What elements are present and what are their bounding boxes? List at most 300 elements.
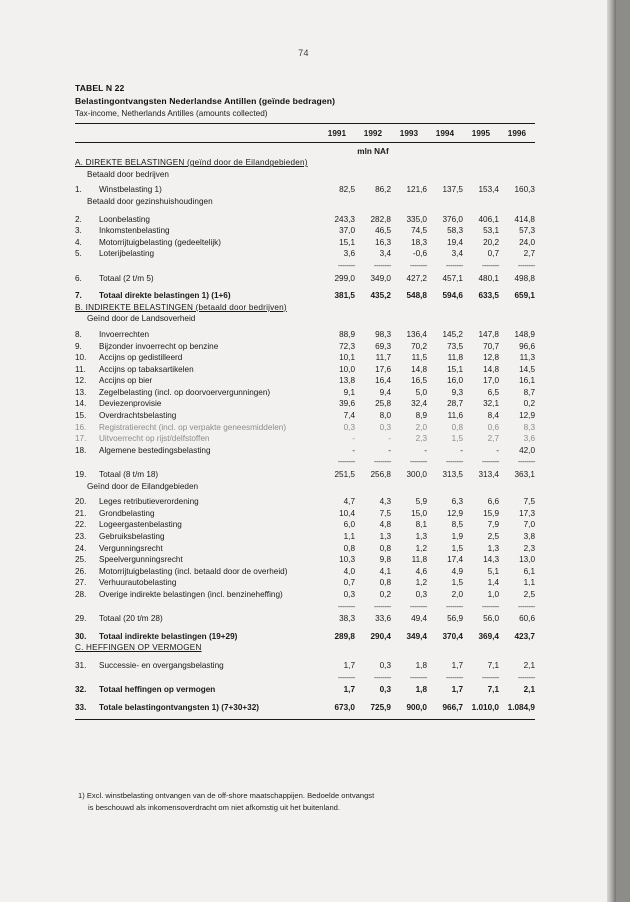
cell-1994: 313,5 <box>442 470 463 480</box>
cell-1993: 900,0 <box>406 702 427 712</box>
cell-1992: 98,3 <box>375 329 391 339</box>
cell-1994: 28,7 <box>447 399 463 409</box>
cell-1996: 6,1 <box>523 566 535 576</box>
cell-1993: 300,0 <box>406 470 427 480</box>
col-header-1993: 1993 <box>399 129 418 138</box>
cell-1991: 82,5 <box>339 185 355 195</box>
cell-1992: - <box>388 434 391 444</box>
cell-1992: 25,8 <box>375 399 391 409</box>
row-index: 33. <box>75 702 87 712</box>
cell-1994: 0,8 <box>451 422 463 432</box>
cell-1993: 0,3 <box>415 589 427 599</box>
cell-1991: 9,1 <box>343 387 355 397</box>
subtotal-dash-row <box>75 456 535 469</box>
cell-1991: 88,9 <box>339 329 355 339</box>
cell-1992: 0,3 <box>379 660 391 670</box>
unit-row <box>75 146 535 158</box>
row-index: 24. <box>75 543 87 553</box>
cell-1994: 1,5 <box>451 578 463 588</box>
row-label: Vergunningsrecht <box>99 543 163 553</box>
row-label: Loterijbelasting <box>99 249 155 259</box>
row-index: 8. <box>75 329 82 339</box>
row-label: Successie- en overgangsbelasting <box>99 660 224 670</box>
cell-1996: 7,5 <box>523 497 535 507</box>
row-label: Accijns op tabaksartikelen <box>99 364 194 374</box>
cell-1996: 423,7 <box>514 631 535 641</box>
table-row-total <box>75 631 535 643</box>
row-label: Zegelbelasting (incl. op doorvoervergunningen) <box>99 387 271 397</box>
row-label: Accijns op gedistilleerd <box>99 353 183 363</box>
dash: -------- <box>409 260 427 270</box>
cell-1991: 10,1 <box>339 353 355 363</box>
cell-1995: 369,4 <box>478 631 499 641</box>
table-row <box>75 225 535 237</box>
row-label: Speelvergunningsrecht <box>99 555 183 565</box>
cell-1991: 7,4 <box>343 411 355 421</box>
cell-1996: 57,3 <box>519 226 535 236</box>
cell-1993: 11,8 <box>411 555 427 565</box>
row-label: Totale belastingontvangsten 1) (7+30+32) <box>99 702 260 712</box>
col-header-1995: 1995 <box>471 129 490 138</box>
cell-1995: 5,1 <box>487 566 499 576</box>
dash: -------- <box>517 457 535 467</box>
row-index: 2. <box>75 214 82 224</box>
cell-1996: 498,8 <box>514 273 535 283</box>
row-label: Uitvoerrecht op rijst/delfstoffen <box>99 434 210 444</box>
page-gutter <box>616 0 630 902</box>
row-index: 9. <box>75 341 82 351</box>
table-row <box>75 214 535 226</box>
row-index: 30. <box>75 631 87 641</box>
row-label: Gebruiksbelasting <box>99 532 165 541</box>
tax-income-table <box>75 123 535 722</box>
cell-1995: 0,6 <box>487 422 499 432</box>
row-label: Motorrijtuigbelasting (incl. betaald door de overheid) <box>99 566 288 576</box>
table-row-grand-total <box>75 702 535 714</box>
cell-1991: 4,0 <box>343 566 355 576</box>
cell-1993: 5,9 <box>415 497 427 507</box>
cell-1995: 14,8 <box>483 364 499 374</box>
table-row <box>75 387 535 399</box>
cell-1992: 0,3 <box>379 422 391 432</box>
table-row <box>75 184 535 196</box>
cell-1991: 37,0 <box>339 226 355 236</box>
cell-1994: 1,5 <box>451 543 463 553</box>
table-row <box>75 566 535 578</box>
cell-1995: 12,8 <box>483 353 499 363</box>
cell-1996: 17,3 <box>519 508 535 518</box>
cell-1991: 0,3 <box>343 422 355 432</box>
cell-1991: 72,3 <box>339 341 355 351</box>
cell-1995: 7,1 <box>487 685 499 695</box>
cell-1991: 251,5 <box>334 470 355 480</box>
table-row <box>75 519 535 531</box>
cell-1994: 12,9 <box>447 508 463 518</box>
dash: -------- <box>445 457 463 467</box>
row-label: Leges retributieverordening <box>99 497 199 507</box>
table-row <box>75 364 535 376</box>
cell-1991: 13,8 <box>339 376 355 386</box>
cell-1993: 349,4 <box>406 631 427 641</box>
row-label: Totaal indirekte belastingen (19+29) <box>99 631 238 641</box>
cell-1992: 256,8 <box>370 470 391 480</box>
cell-1992: 7,5 <box>379 508 391 518</box>
row-index: 29. <box>75 614 87 624</box>
cell-1993: 5,0 <box>415 387 427 397</box>
col-header-1992: 1992 <box>363 129 382 138</box>
table-title-nl: Belastingontvangsten Nederlandse Antillen (geïnde bedragen) <box>75 95 336 106</box>
section-c-label: C. HEFFINGEN OP VERMOGEN <box>75 643 202 653</box>
cell-1996: 16,1 <box>519 376 535 386</box>
row-index: 10. <box>75 353 87 363</box>
cell-1993: 4,6 <box>415 566 427 576</box>
cell-1993: -0,6 <box>412 249 427 259</box>
section-c <box>75 642 535 654</box>
cell-1992: 4,3 <box>379 497 391 507</box>
cell-1996: 3,8 <box>523 532 535 541</box>
table-row <box>75 375 535 387</box>
cell-1992: 349,0 <box>370 273 391 283</box>
row-index: 15. <box>75 411 87 421</box>
cell-1994: 15,1 <box>447 364 463 374</box>
cell-1996: 2,1 <box>523 685 535 695</box>
cell-1996: 414,8 <box>514 214 535 224</box>
cell-1993: 16,5 <box>411 376 427 386</box>
row-label: Totaal (8 t/m 18) <box>99 470 159 480</box>
cell-1992: 282,8 <box>370 214 391 224</box>
row-index: 16. <box>75 422 87 432</box>
cell-1992: 3,4 <box>379 249 391 259</box>
cell-1992: 9,4 <box>379 387 391 397</box>
cell-1992: 0,2 <box>379 589 391 599</box>
subtotal-dash-row <box>75 672 535 685</box>
cell-1992: 16,4 <box>375 376 391 386</box>
table-row <box>75 398 535 410</box>
section-a <box>75 157 535 169</box>
table-row <box>75 445 535 457</box>
row-index: 21. <box>75 508 87 518</box>
col-header-1991: 1991 <box>327 129 346 138</box>
cell-1994: 1,7 <box>451 660 463 670</box>
cell-1994: 58,3 <box>447 226 463 236</box>
cell-1991: 4,7 <box>343 497 355 507</box>
table-title-en: Tax-income, Netherlands Antilles (amounts collected) <box>75 109 268 118</box>
cell-1996: 160,3 <box>514 185 535 195</box>
dash: -------- <box>337 457 355 467</box>
cell-1991: 1,7 <box>343 660 355 670</box>
cell-1994: 1,5 <box>451 434 463 444</box>
row-index: 11. <box>75 364 86 374</box>
cell-1995: 32,1 <box>483 399 499 409</box>
cell-1994: 1,9 <box>451 532 463 541</box>
cell-1995: 7,1 <box>487 660 499 670</box>
cell-1992: 725,9 <box>370 702 391 712</box>
cell-1996: 659,1 <box>514 291 535 301</box>
cell-1995: 153,4 <box>478 185 499 195</box>
cell-1995: 1,0 <box>487 589 499 599</box>
cell-1992: 17,6 <box>375 364 391 374</box>
cell-1995: 1,4 <box>487 578 499 588</box>
cell-1995: 70,7 <box>483 341 499 351</box>
cell-1993: 1,8 <box>415 685 427 695</box>
cell-1991: 6,0 <box>343 520 355 530</box>
cell-1994: 145,2 <box>442 329 463 339</box>
table-row <box>75 613 535 625</box>
cell-1995: 1.010,0 <box>471 702 499 712</box>
cell-1992: 86,2 <box>375 185 391 195</box>
row-index: 5. <box>75 249 82 259</box>
row-label: Grondbelasting <box>99 508 155 518</box>
cell-1991: 1,1 <box>343 532 355 541</box>
row-index: 19. <box>75 470 87 480</box>
cell-1994: 2,0 <box>451 589 463 599</box>
cell-1992: 0,8 <box>379 543 391 553</box>
cell-1992: 290,4 <box>370 631 391 641</box>
cell-1993: 1,8 <box>415 660 427 670</box>
cell-1995: 406,1 <box>478 214 499 224</box>
cell-1991: 673,0 <box>334 702 355 712</box>
cell-1994: 594,6 <box>442 291 463 301</box>
row-index: 18. <box>75 445 87 455</box>
dash: -------- <box>409 601 427 611</box>
cell-1993: 70,2 <box>411 341 427 351</box>
row-index: 1. <box>75 185 82 195</box>
cell-1995: 0,7 <box>487 249 499 259</box>
row-index: 4. <box>75 237 82 247</box>
cell-1991: 0,8 <box>343 543 355 553</box>
row-label: Overdrachtsbelasting <box>99 411 177 421</box>
cell-1994: 73,5 <box>447 341 463 351</box>
cell-1991: 243,3 <box>334 214 355 224</box>
cell-1996: 148,9 <box>514 329 535 339</box>
cell-1996: 1,1 <box>523 578 535 588</box>
cell-1994: 16,0 <box>447 376 463 386</box>
cell-1995: 17,0 <box>483 376 499 386</box>
row-index: 31. <box>75 660 87 670</box>
cell-1995: 633,5 <box>478 291 499 301</box>
cell-1992: 16,3 <box>375 237 391 247</box>
cell-1992: 8,0 <box>379 411 391 421</box>
col-header-1994: 1994 <box>435 129 454 138</box>
dash: -------- <box>373 601 391 611</box>
cell-1995: 313,4 <box>478 470 499 480</box>
row-label: Inkomstenbelasting <box>99 226 170 236</box>
row-index: 27. <box>75 578 87 588</box>
row-label: Totaal (20 t/m 28) <box>99 614 163 624</box>
dash: -------- <box>481 260 499 270</box>
cell-1996: 8,7 <box>523 387 535 397</box>
cell-1991: - <box>352 445 355 455</box>
rule-table-bottom <box>75 720 535 723</box>
dash: -------- <box>373 457 391 467</box>
cell-1993: 14,8 <box>411 364 427 374</box>
cell-1994: 966,7 <box>442 702 463 712</box>
cell-1993: 1,2 <box>415 543 427 553</box>
cell-1992: 69,3 <box>375 341 391 351</box>
cell-1993: 548,8 <box>406 291 427 301</box>
cell-1994: 1,7 <box>451 685 463 695</box>
cell-1996: 11,3 <box>519 353 535 363</box>
row-index: 20. <box>75 497 87 507</box>
dash: -------- <box>373 672 391 682</box>
subtotal-dash-row <box>75 601 535 614</box>
cell-1996: 2,5 <box>523 589 535 599</box>
cell-1996: 12,9 <box>519 411 535 421</box>
cell-1996: 42,0 <box>519 445 535 455</box>
dash: -------- <box>481 601 499 611</box>
cell-1996: 60,6 <box>519 614 535 624</box>
cell-1996: 7,0 <box>523 520 535 530</box>
row-label: Accijns op bier <box>99 376 153 386</box>
cell-1993: - <box>424 445 427 455</box>
cell-1994: 376,0 <box>442 214 463 224</box>
cell-1992: 11,7 <box>375 353 391 363</box>
page-edge-shadow <box>607 0 616 902</box>
row-label: Totaal direkte belastingen 1) (1+6) <box>99 291 231 301</box>
dash: -------- <box>445 260 463 270</box>
table-row <box>75 577 535 589</box>
section-b <box>75 302 535 314</box>
table-id: TABEL N 22 <box>75 83 125 93</box>
table-row-total <box>75 290 535 302</box>
dash: -------- <box>517 260 535 270</box>
row-label: Bijzonder invoerrecht op benzine <box>99 341 219 351</box>
cell-1993: 8,1 <box>415 520 427 530</box>
cell-1995: 20,2 <box>483 237 499 247</box>
cell-1992: 0,8 <box>379 578 391 588</box>
cell-1993: 427,2 <box>406 273 427 283</box>
cell-1992: 9,8 <box>379 555 391 565</box>
row-label: Registratierecht (incl. op verpakte geneesmiddelen) <box>99 422 287 432</box>
dash: -------- <box>445 672 463 682</box>
cell-1995: 14,3 <box>483 555 499 565</box>
cell-1991: 0,3 <box>343 589 355 599</box>
section-b-label: B. INDIREKTE BELASTINGEN (betaald door bedrijven) <box>75 302 287 312</box>
cell-1991: - <box>352 434 355 444</box>
cell-1994: 457,1 <box>442 273 463 283</box>
dash: -------- <box>373 260 391 270</box>
cell-1995: - <box>496 445 499 455</box>
subhead-bedrijven <box>75 169 535 181</box>
page-number: 74 <box>298 48 309 58</box>
row-index: 3. <box>75 226 82 236</box>
cell-1996: 8,3 <box>523 422 535 432</box>
cell-1995: 8,4 <box>487 411 499 421</box>
cell-1995: 15,9 <box>483 508 499 518</box>
cell-1995: 6,6 <box>487 497 499 507</box>
cell-1991: 299,0 <box>334 273 355 283</box>
cell-1991: 1,7 <box>343 685 355 695</box>
cell-1995: 1,3 <box>487 543 499 553</box>
footnote-line-1: 1) Excl. winstbelasting ontvangen van de off-shore maatschappijen. Bedoelde ontvangst <box>78 791 375 800</box>
subhead-bedrijven-label: Betaald door bedrijven <box>87 169 169 179</box>
cell-1993: 74,5 <box>411 226 427 236</box>
cell-1993: 18,3 <box>411 237 427 247</box>
cell-1994: 370,4 <box>442 631 463 641</box>
dash: -------- <box>409 672 427 682</box>
cell-1991: 15,1 <box>339 237 355 247</box>
cell-1996: 3,6 <box>523 434 535 444</box>
row-index: 23. <box>75 532 87 541</box>
cell-1991: 289,8 <box>334 631 355 641</box>
cell-1994: 137,5 <box>442 185 463 195</box>
cell-1993: 136,4 <box>406 329 427 339</box>
table-row <box>75 341 535 353</box>
row-index: 32. <box>75 685 87 695</box>
cell-1995: 7,9 <box>487 520 499 530</box>
cell-1996: 2,1 <box>523 660 535 670</box>
cell-1996: 96,6 <box>519 341 535 351</box>
footnote-line-2: is beschouwd als inkomensoverdracht om niet afkomstig uit het buitenland. <box>88 802 340 812</box>
cell-1996: 363,1 <box>514 470 535 480</box>
cell-1991: 39,6 <box>339 399 355 409</box>
cell-1992: 435,2 <box>370 291 391 301</box>
cell-1993: 335,0 <box>406 214 427 224</box>
dash: -------- <box>409 457 427 467</box>
cell-1994: 8,5 <box>451 520 463 530</box>
subhead-landsoverheid-label: Geïnd door de Landsoverheid <box>87 314 196 324</box>
footnote <box>78 790 538 813</box>
column-header-row <box>75 127 535 142</box>
dash: -------- <box>337 601 355 611</box>
cell-1996: 2,7 <box>523 249 535 259</box>
row-label: Verhuurautobelasting <box>99 578 177 588</box>
cell-1993: 15,0 <box>411 508 427 518</box>
cell-1994: 56,9 <box>447 614 463 624</box>
dash: -------- <box>481 457 499 467</box>
table-row <box>75 508 535 520</box>
table-row <box>75 273 535 285</box>
cell-1993: 49,4 <box>411 614 427 624</box>
row-index: 17. <box>75 434 87 444</box>
row-label: Loonbelasting <box>99 214 150 224</box>
cell-1991: 10,4 <box>339 508 355 518</box>
cell-1993: 2,0 <box>415 422 427 432</box>
subhead-gezinshuishoudingen <box>75 196 535 208</box>
table-row-total <box>75 684 535 696</box>
cell-1996: 24,0 <box>519 237 535 247</box>
dash: -------- <box>517 601 535 611</box>
cell-1991: 0,7 <box>343 578 355 588</box>
row-label: Logeergastenbelasting <box>99 520 182 530</box>
table-sheet <box>75 82 535 722</box>
dash: -------- <box>337 672 355 682</box>
table-row <box>75 531 535 543</box>
table-row <box>75 554 535 566</box>
dash: -------- <box>517 672 535 682</box>
subhead-eilandgebieden <box>75 481 535 493</box>
cell-1993: 1,2 <box>415 578 427 588</box>
cell-1995: 53,1 <box>483 226 499 236</box>
cell-1993: 8,9 <box>415 411 427 421</box>
row-index: 13. <box>75 387 87 397</box>
row-label: Algemene bestedingsbelasting <box>99 445 211 455</box>
cell-1995: 2,5 <box>487 532 499 541</box>
row-index: 28. <box>75 589 87 599</box>
dash: -------- <box>445 601 463 611</box>
table-row <box>75 433 535 445</box>
cell-1992: 46,5 <box>375 226 391 236</box>
row-label: Totaal (2 t/m 5) <box>99 273 154 283</box>
cell-1994: 6,3 <box>451 497 463 507</box>
cell-1994: 9,3 <box>451 387 463 397</box>
table-row <box>75 237 535 249</box>
cell-1992: - <box>388 445 391 455</box>
cell-1991: 381,5 <box>334 291 355 301</box>
row-label: Winstbelasting 1) <box>99 185 162 195</box>
row-index: 14. <box>75 399 87 409</box>
section-a-label: A. DIREKTE BELASTINGEN (geïnd door de Eilandgebieden) <box>75 158 308 168</box>
